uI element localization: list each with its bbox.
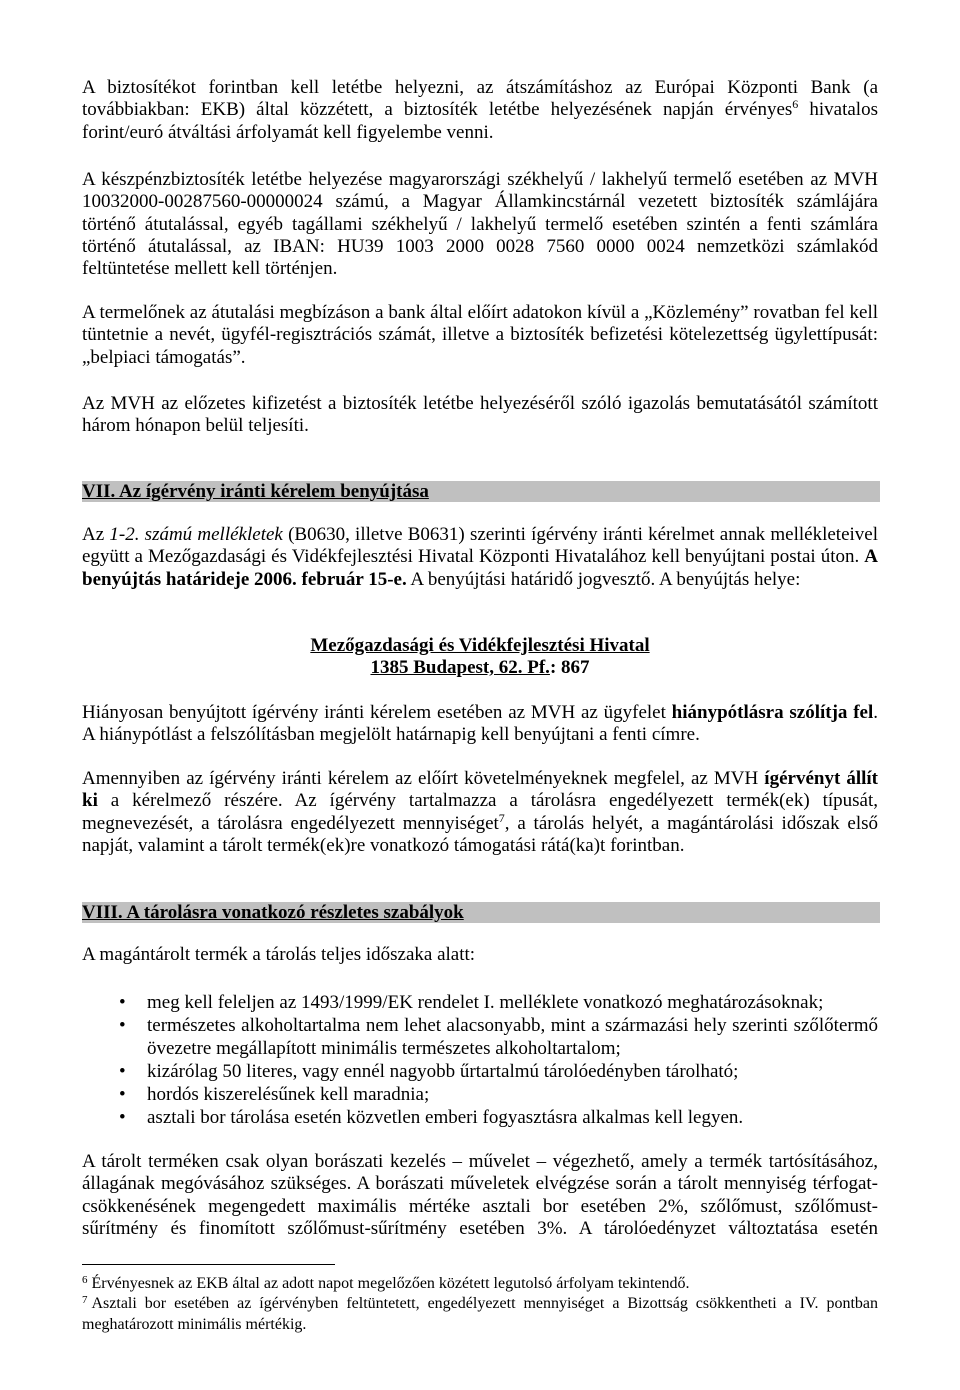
footnote-ref-7: 7 — [498, 810, 505, 825]
footnote-7 — [82, 1293, 878, 1335]
list-item: • kizárólag 50 literes, vagy ennél nagyobb űrtartalmú tárolóedényben tárolható; — [82, 1060, 878, 1083]
address-postbox-number: : 867 — [549, 657, 590, 679]
list-item: • hordós kiszerelésűnek kell maradnia; — [82, 1083, 878, 1106]
paragraph-transfer-note: A termelőnek az átutalási megbízáson a bank által előírt adatokon kívül a „Közlemény” rovatban fel kell tüntetnie a nevét, ügyfél-regisztrációs számát, illetve a biztosíték befizetési kötelezettség ügylettípusát: „belpiaci támogatás”. — [82, 302, 878, 368]
paragraph-oenological-treatment: A tárolt terméken csak olyan borászati kezelés – művelet – végezhető, amely a termék tartósításához, állagának megóvásához szükséges. A borászati műveletek elvégzése során a tárolt mennyiség térfogat-csökkenésének megengedett maximális mértéke asztali bor esetében 2%, szőlőmust, szőlőmust-sűrítmény és finomított szőlőmust-sűrítmény esetében 3%. A tárolóedényzet változtatása esetén — [82, 1151, 878, 1239]
paragraph-text: A benyújtási határidő jogvesztő. A benyújtás helye: — [406, 568, 801, 590]
address-line-1 — [82, 635, 878, 657]
storage-rules-list — [82, 991, 878, 1129]
footnote-6 — [82, 1273, 878, 1294]
paragraph-submission — [82, 524, 878, 591]
paragraph-text: Hiányosan benyújtott ígérvény iránti kérelem esetében az MVH az ügyfelet — [82, 702, 672, 723]
paragraph-text: Az — [82, 524, 110, 545]
paragraph-text: hivatalos forint/euró átváltási árfolyamát kell figyelembe venni. — [82, 99, 878, 143]
paragraph-text: a kérelmező részére. Az ígérvény tartalmazza a tárolásra engedélyezett termék(ek) típusát, megnevezését, a tárolásra engedélyezett mennyiséget — [82, 790, 878, 834]
footnote-text: Érvényesnek az EKB által az adott napot megelőzően közétett legutolsó árfolyam tekintendő. — [91, 1275, 690, 1292]
address-postbox: 1385 Budapest, 62. Pf. — [370, 657, 550, 679]
emphasis-text: ígérvényt állít ki — [82, 768, 878, 812]
paragraph-promise-issue — [82, 768, 878, 857]
annex-reference: 1-2. számú mellékletek — [109, 524, 283, 545]
list-item: • természetes alkoholtartalma nem lehet alacsonyabb, mint a származási hely szerinti szőlőtermő övezetre megállapított minimális természetes alkoholtartalom; — [82, 1014, 878, 1060]
section-heading-vii-text: VII. Az ígérvény iránti kérelem benyújtása — [82, 481, 429, 502]
list-item: • asztali bor tárolása esetén közvetlen emberi fogyasztásra alkalmas kell legyen. — [82, 1106, 878, 1129]
list-item: • meg kell feleljen az 1493/1999/EK rendelet I. melléklete vonatkozó meghatározásoknak; — [82, 991, 878, 1014]
footnote-number: 6 — [82, 1274, 88, 1286]
footnote-number: 7 — [82, 1294, 88, 1306]
paragraph-advance-payment: Az MVH az előzetes kifizetést a biztosíték letétbe helyezéséről szóló igazolás bemutatásától számított három hónapon belül teljesíti. — [82, 393, 878, 437]
deadline-text: A benyújtás határideje 2006. február 15-e. — [82, 546, 878, 590]
section-heading-vii — [82, 481, 880, 502]
submission-address — [82, 635, 878, 680]
paragraph-text: , a tárolás helyét, a magántárolási időszak első napját, valamint a tárolt termék(ek)re vonatkozó támogatási rátá(ka)t forintban. — [82, 812, 878, 856]
emphasis-text: hiánypótlásra szólítja fel — [671, 702, 874, 723]
paragraph-deposit-currency — [82, 77, 878, 144]
paragraph-text: . A hiánypótlást a felszólításban megjelölt határnapig kell benyújtani a fenti címre. — [82, 702, 878, 746]
paragraph-text: (B0630, illetve B0631) szerinti ígérvény iránti kérelmet annak mellékleteivel együtt a Mezőgazdasági és Vidékfejlesztési Hivatal Központi Hivatalához kell benyújtani postai úton. — [82, 524, 878, 568]
footnote-ref-6: 6 — [792, 97, 799, 112]
paragraph-storage-intro: A magántárolt termék a tárolás teljes időszaka alatt: — [82, 944, 476, 965]
paragraph-text: Amennyiben az ígérvény iránti kérelem az előírt követelményeknek megfelel, az MVH — [82, 768, 765, 789]
paragraph-cash-deposit: A készpénzbiztosíték letétbe helyezése magyarországi székhelyű / lakhelyű termelő esetében az MVH 10032000-00287560-00000024 számú, a Magyar Államkincstárnál vezetett biztosíték számlájára történő átutalással, egyéb tagállami székhelyű / lakhelyű termelő esetében szintén a fenti számlára történő átutalással, az IBAN: HU39 1003 2000 0028 7560 0000 0024 nemzetközi számlakód feltüntetése mellett kell történjen. — [82, 169, 878, 280]
section-heading-viii-text: VIII. A tárolásra vonatkozó részletes szabályok — [82, 902, 464, 923]
footnote-separator — [82, 1264, 335, 1265]
section-heading-viii — [82, 902, 880, 923]
address-line-2 — [82, 657, 878, 679]
paragraph-text: A biztosítékot forintban kell letétbe helyezni, az átszámításhoz az Európai Központi Bank (a továbbiakban: EKB) által közzétett, a biztosíték letétbe helyezésének napján érvényes — [82, 77, 878, 121]
footnote-text: Asztali bor esetében az ígérvényben feltüntetett, engedélyezett mennyiséget a Bizottság csökkentheti a IV. pontban meghatározott minimális mértékig. — [82, 1295, 878, 1333]
address-office: Mezőgazdasági és Vidékfejlesztési Hivatal — [310, 635, 650, 656]
paragraph-deficiency — [82, 702, 878, 747]
